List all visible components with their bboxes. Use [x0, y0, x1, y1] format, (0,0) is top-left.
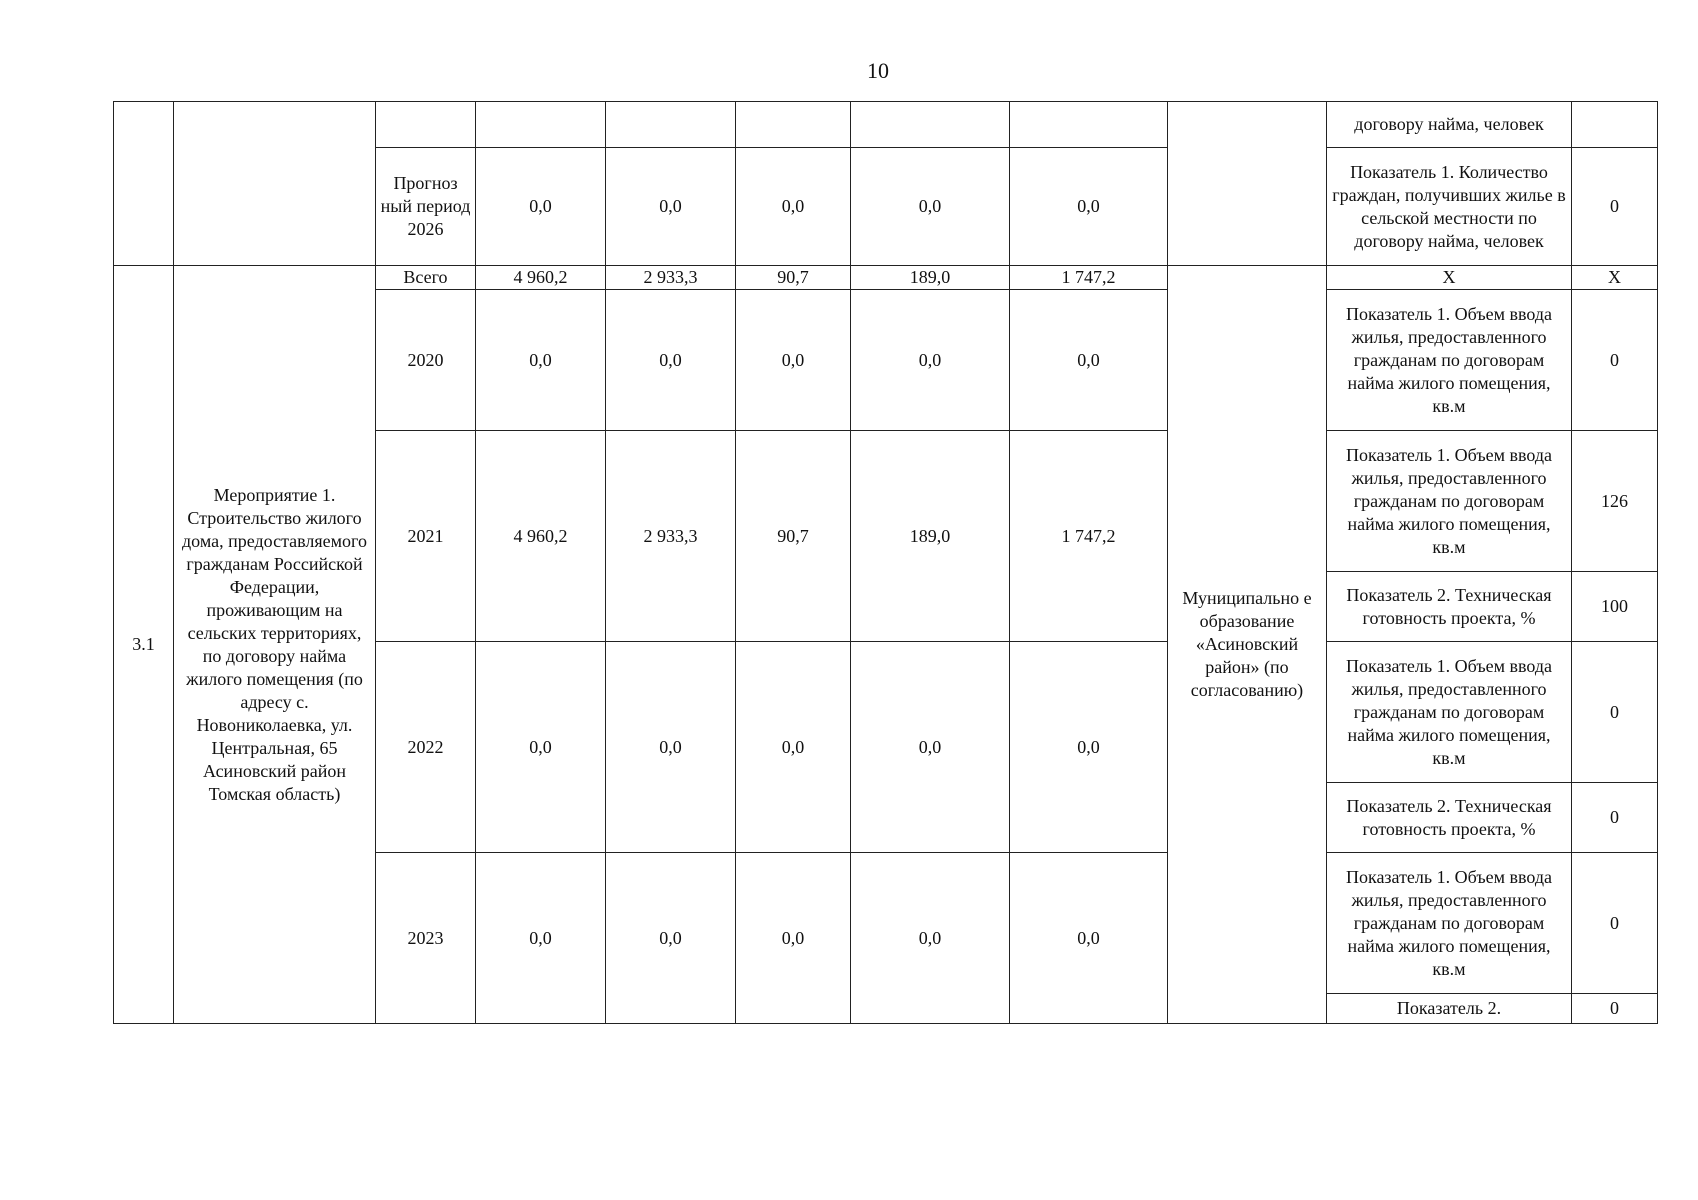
value-cell: 0,0: [1010, 642, 1168, 853]
value-cell: 0,0: [1010, 853, 1168, 1024]
indicator-cell: Показатель 1. Объем ввода жилья, предоставленного гражданам по договорам найма жилого помещения, кв.м: [1327, 853, 1572, 994]
value-cell: 0,0: [1010, 290, 1168, 431]
value-cell: 2 933,3: [606, 266, 736, 290]
value-cell: 0,0: [851, 853, 1010, 1024]
number-cell-empty: [114, 102, 174, 266]
value-cell: 0,0: [1010, 148, 1168, 266]
indicator-cell: договору найма, человек: [1327, 102, 1572, 148]
measure-number: 3.1: [114, 266, 174, 1024]
year-cell: 2023: [376, 853, 476, 1024]
value-cell: 189,0: [851, 431, 1010, 642]
year-cell: 2021: [376, 431, 476, 642]
indicator-value-cell: 0: [1572, 853, 1658, 994]
indicator-cell: Показатель 1. Объем ввода жилья, предоставленного гражданам по договорам найма жилого помещения, кв.м: [1327, 290, 1572, 431]
value-cell: 2 933,3: [606, 431, 736, 642]
indicator-cell: Показатель 2.: [1327, 994, 1572, 1024]
value-cell: 0,0: [476, 290, 606, 431]
year-cell: 2022: [376, 642, 476, 853]
value-cell: 0,0: [606, 642, 736, 853]
indicator-cell: Показатель 1. Объем ввода жилья, предоставленного гражданам по договорам найма жилого помещения, кв.м: [1327, 431, 1572, 572]
indicator-cell: Показатель 2. Техническая готовность проекта, %: [1327, 572, 1572, 642]
indicator-cell: Показатель 1. Количество граждан, получивших жилье в сельской местности по договору найма, человек: [1327, 148, 1572, 266]
indicator-cell: Показатель 2. Техническая готовность проекта, %: [1327, 783, 1572, 853]
program-table: [113, 101, 1658, 1024]
executor-cell: Муниципально е образование «Асиновский район» (по согласованию): [1168, 266, 1327, 1024]
period-cell: Прогноз ный период 2026: [376, 148, 476, 266]
executor-cell-empty: [1168, 102, 1327, 266]
continuation-row: [114, 102, 1658, 148]
value-cell: 4 960,2: [476, 266, 606, 290]
value-cell: 0,0: [851, 642, 1010, 853]
indicator-value-cell: 0: [1572, 642, 1658, 783]
value-cell: 90,7: [736, 431, 851, 642]
indicator-value-cell: 0: [1572, 290, 1658, 431]
value-cell: 0,0: [851, 290, 1010, 431]
indicator-cell: Показатель 1. Объем ввода жилья, предоставленного гражданам по договорам найма жилого помещения, кв.м: [1327, 642, 1572, 783]
value-cell: 90,7: [736, 266, 851, 290]
value-cell: 0,0: [851, 148, 1010, 266]
total-row: [114, 266, 1658, 290]
value-cell: 189,0: [851, 266, 1010, 290]
value-cell: 0,0: [606, 290, 736, 431]
indicator-value-cell: 0: [1572, 148, 1658, 266]
value-cell: 0,0: [606, 853, 736, 1024]
value-cell: 1 747,2: [1010, 266, 1168, 290]
year-cell: 2020: [376, 290, 476, 431]
value-cell: 0,0: [476, 148, 606, 266]
value-cell: 1 747,2: [1010, 431, 1168, 642]
value-cell: 0,0: [736, 290, 851, 431]
value-cell: 0,0: [736, 148, 851, 266]
measure-description: Мероприятие 1. Строительство жилого дома, предоставляемого гражданам Российской Федерации, проживающим на сельских территориях, по договору найма жилого помещения (по адресу с. Новониколаевка, ул. Центральная, 65 Асиновский район Томская область): [174, 266, 376, 1024]
value-cell: 0,0: [476, 642, 606, 853]
indicator-value-cell: 100: [1572, 572, 1658, 642]
indicator-value-cell: 126: [1572, 431, 1658, 572]
page-number: 10: [867, 58, 889, 83]
description-cell-empty: [174, 102, 376, 266]
indicator-value-cell: 0: [1572, 783, 1658, 853]
value-cell: 0,0: [736, 853, 851, 1024]
value-cell: 0,0: [476, 853, 606, 1024]
value-cell: 0,0: [736, 642, 851, 853]
indicator-cell: X: [1327, 266, 1572, 290]
value-cell: 4 960,2: [476, 431, 606, 642]
period-cell: Всего: [376, 266, 476, 290]
indicator-value-cell: X: [1572, 266, 1658, 290]
indicator-value-cell: 0: [1572, 994, 1658, 1024]
value-cell: 0,0: [606, 148, 736, 266]
